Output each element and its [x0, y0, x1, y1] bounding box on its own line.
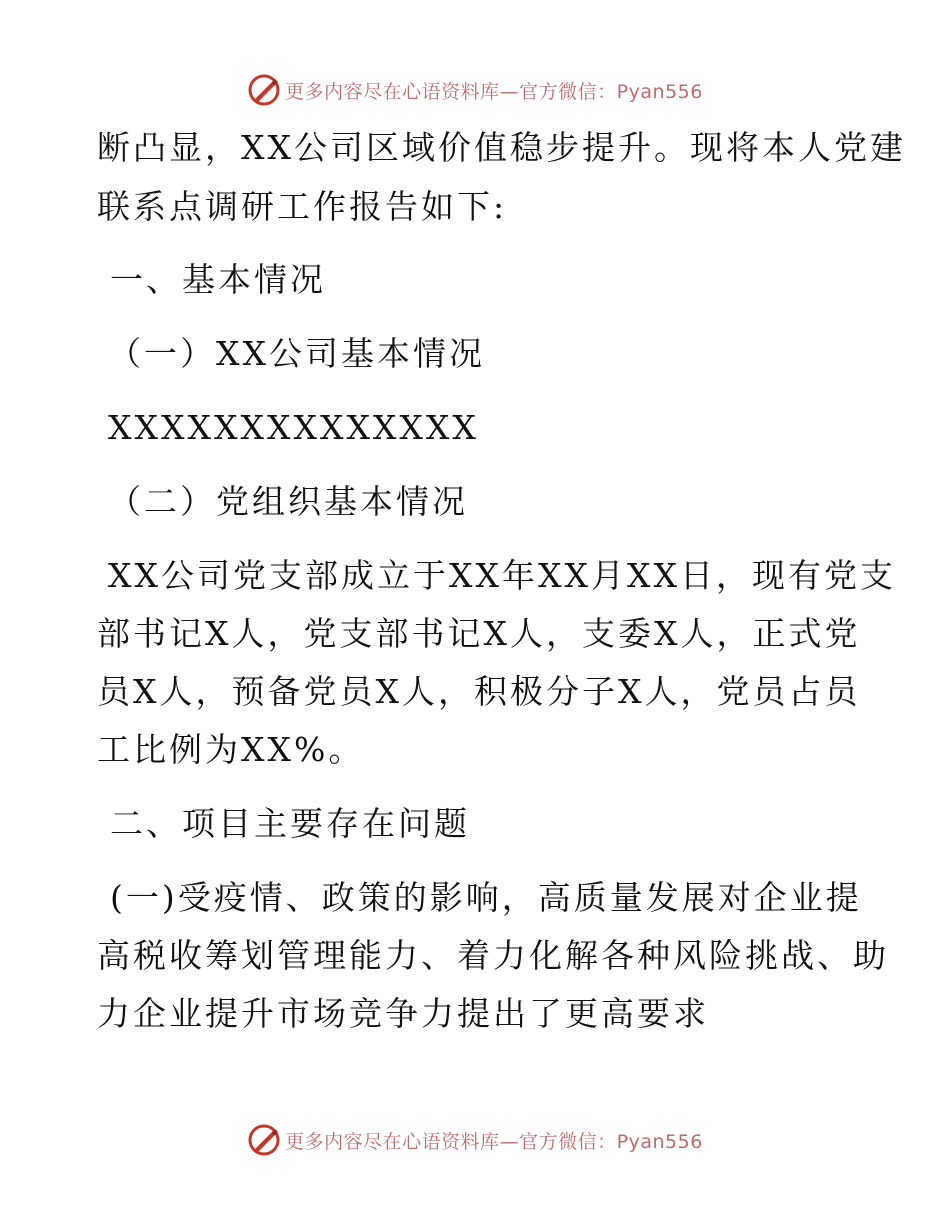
section-heading: 二、项目主要存在问题	[110, 804, 470, 843]
paragraph-line: XXXXXXXXXXXXXX	[108, 408, 479, 447]
paragraph-line: 断凸显，XX公司区域价值稳步提升。现将本人党建	[97, 128, 906, 167]
paragraph-line: 员X人，预备党员X人，积极分子X人，党员占员	[97, 672, 861, 711]
subsection-heading: （二）党组织基本情况	[108, 482, 468, 521]
subsection-heading: (一)受疫情、政策的影响，高质量发展对企业提	[110, 878, 862, 917]
paragraph-line: 联系点调研工作报告如下:	[97, 187, 508, 226]
pen-logo-icon	[247, 1123, 281, 1157]
header-watermark-text: 更多内容尽在心语资料库—官方微信：Pyan556	[285, 80, 703, 103]
paragraph-line: 高税收筹划管理能力、着力化解各种风险挑战、助	[97, 936, 889, 975]
subsection-heading: （一）XX公司基本情况	[108, 334, 485, 373]
header-watermark-banner	[0, 70, 950, 110]
paragraph-line: 部书记X人，党支部书记X人，支委X人，正式党	[97, 614, 861, 653]
footer-watermark-text: 更多内容尽在心语资料库—官方微信：Pyan556	[285, 1130, 703, 1153]
paragraph-line: 力企业提升市场竞争力提出了更高要求	[97, 994, 709, 1033]
paragraph-line: 工比例为XX%。	[97, 730, 365, 769]
pen-logo-icon	[247, 73, 281, 107]
footer-watermark-banner	[0, 1120, 950, 1160]
section-heading: 一、基本情况	[110, 260, 326, 299]
paragraph-line: XX公司党支部成立于XX年XX月XX日，现有党支	[108, 556, 896, 595]
